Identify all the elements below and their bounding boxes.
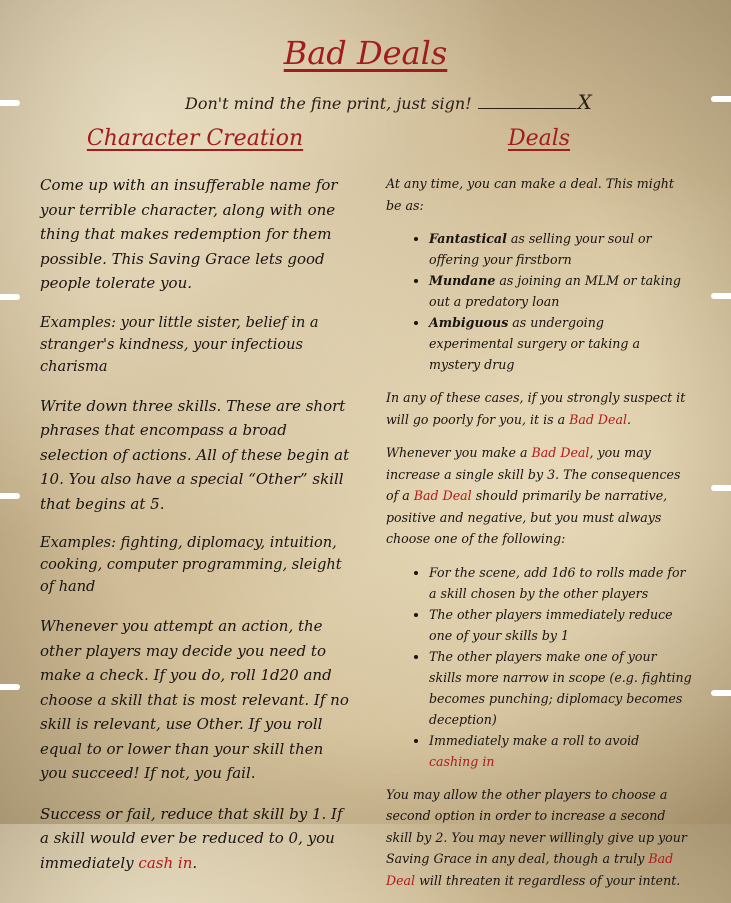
text-span: . <box>192 853 198 872</box>
name-and-saving-grace-paragraph: Come up with an insufferable name for your terrible character, along with one thing that makes redemption for them possible. This Saving Grace lets good people tolerate you. <box>40 176 338 292</box>
fine-print-line <box>185 90 592 114</box>
character-creation-column <box>40 126 350 891</box>
bad-deal-consequences <box>386 442 692 550</box>
list-item <box>429 270 692 312</box>
cash-in-term: cash in <box>138 853 193 872</box>
skills-paragraph: Write down three skills. These are short phrases that encompass a broad selection of actions. All of these begin at 10. You also have a special “Other” skill that begins at 5. <box>40 396 350 513</box>
text-span: should primarily be narrative, positive and negative, but you must always choose one of the following: <box>386 488 668 546</box>
torn-edge-mark <box>0 294 20 300</box>
text-span: as undergoing experimental surgery or taking a mystery drug <box>429 315 640 372</box>
bad-deal-definition <box>386 387 692 430</box>
text-span: Success or fail, reduce that skill by 1. If a skill would ever be reduced to 0, you immediately <box>40 804 343 872</box>
saving-grace-examples: Examples: your little sister, belief in a stranger's kindness, your infectious charisma <box>40 314 319 375</box>
torn-edge-mark <box>0 684 20 690</box>
deal-type-name: Ambiguous <box>429 315 509 330</box>
page-title: Bad Deals <box>283 34 448 72</box>
bad-deal-term: Bad Deal <box>531 445 590 460</box>
torn-edge-mark <box>0 100 20 106</box>
signature-mark: X <box>577 90 592 114</box>
signature-line <box>478 94 576 109</box>
deals-column <box>386 126 692 903</box>
deal-type-name: Mundane <box>429 273 496 288</box>
skill-reduction-paragraph <box>40 802 350 876</box>
cashing-in-term: cashing in <box>429 753 495 769</box>
skill-examples: Examples: fighting, diplomacy, intuition, cooking, computer programming, sleight of hand <box>40 535 342 595</box>
text-span: In any of these cases, if you strongly suspect it will go poorly for you, it is a <box>386 390 686 427</box>
text-span: as joining an MLM or taking out a predatory loan <box>429 273 681 309</box>
text-span: , you may increase a single skill by 3. The consequences of a <box>386 445 681 503</box>
list-item: • For the scene, add 1d6 to rolls made for a skill chosen by the other players <box>429 562 692 604</box>
torn-edge-mark <box>711 293 731 299</box>
text-span: Whenever you make a <box>386 445 532 460</box>
list-item <box>429 228 692 270</box>
deal-type-name: Fantastical <box>429 231 507 246</box>
fine-print-text: Don't mind the fine print, just sign! <box>185 94 472 113</box>
torn-edge-mark <box>0 493 20 499</box>
torn-edge-mark <box>711 485 731 491</box>
text-span: . <box>627 411 632 427</box>
text-span: You may allow the other players to choose a second option in order to increase a second skill by 2. You may never willingly give up your Saving Grace in any deal, though a truly <box>386 786 687 866</box>
deals-heading: Deals <box>507 126 571 151</box>
text-span: will threaten it regardless of your intent. <box>415 872 681 888</box>
check-rules-paragraph: Whenever you attempt an action, the other players may decide you need to make a check. If you do, roll 1d20 and choose a skill that is most relevant. If no skill is relevant, use Other. If you roll equal to or lower than your skill then you succeed! If not, you fail. <box>40 617 349 782</box>
text-span: as selling your soul or offering your firstborn <box>429 231 652 267</box>
list-item: • The other players immediately reduce one of your skills by 1 <box>429 604 692 646</box>
bad-deal-term: Bad Deal <box>413 488 472 503</box>
list-item <box>429 312 692 375</box>
consequence-options-list <box>386 562 692 772</box>
bad-deal-term: Bad Deal <box>386 851 674 888</box>
list-item: • The other players make one of your skills more narrow in scope (e.g. fighting becomes punching; diplomacy becomes deception) <box>429 646 692 730</box>
deals-intro: At any time, you can make a deal. This might be as: <box>386 176 674 213</box>
text-span: Immediately make a roll to avoid <box>429 732 640 748</box>
character-creation-heading: Character Creation <box>86 126 304 151</box>
deal-types-list <box>386 228 692 375</box>
bad-deal-term: Bad Deal <box>569 411 628 427</box>
torn-edge-mark <box>711 690 731 696</box>
second-option-paragraph <box>386 784 692 892</box>
list-item <box>429 730 692 772</box>
torn-edge-mark <box>711 96 731 102</box>
